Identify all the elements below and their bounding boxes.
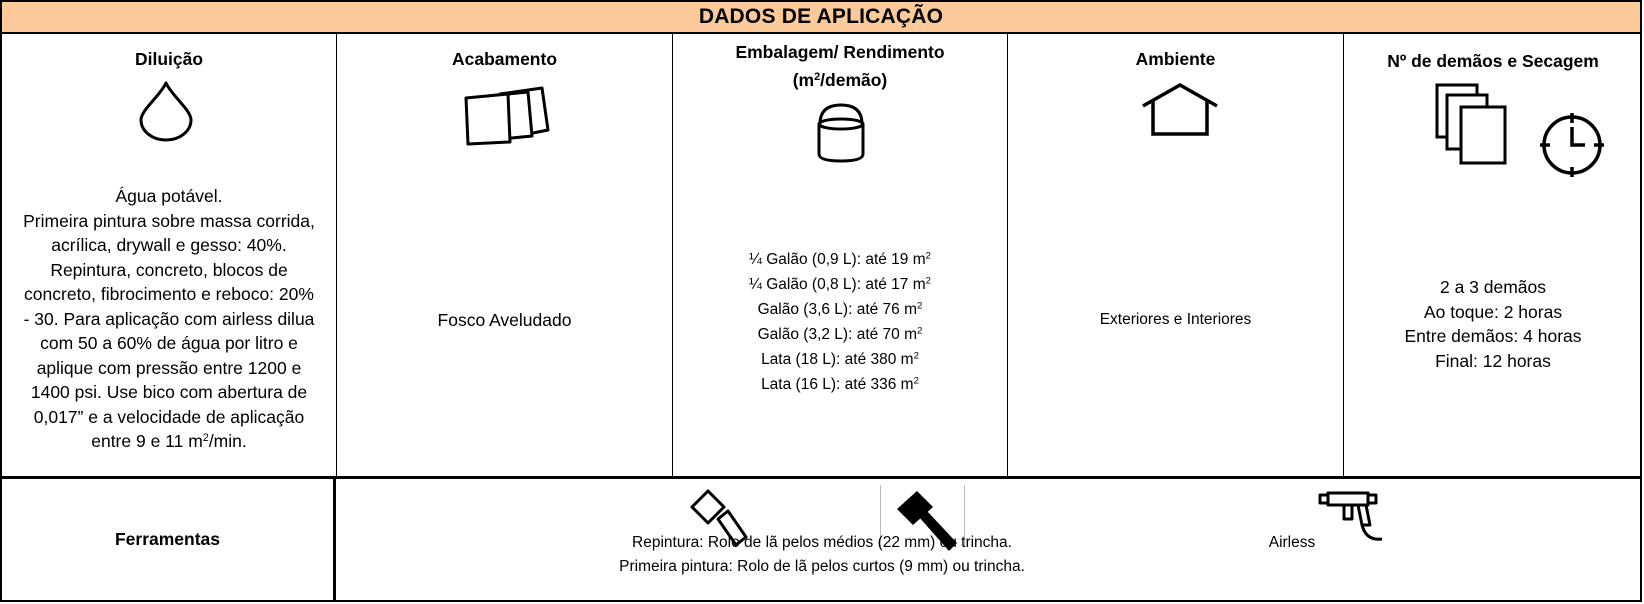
unit-sup: 2 <box>917 325 923 337</box>
packaging-item-text: ¼ Galão (0,8 L): até 17 m <box>749 276 926 293</box>
coats-line: Ao toque: 2 horas <box>1423 301 1563 322</box>
dilution-line: - 30. Para aplicação com airless dilua <box>23 308 315 329</box>
packaging-item <box>673 247 1007 272</box>
packaging-item-text: Lata (18 L): até 380 m <box>761 351 914 368</box>
roller-instructions <box>592 531 1052 579</box>
house-icon <box>1140 82 1220 138</box>
dilution-line: Primeira pintura sobre massa corrida, <box>23 210 315 231</box>
heading-unit-pre: (m <box>792 70 815 90</box>
coats-line: Final: 12 horas <box>1435 350 1551 371</box>
water-drop-icon <box>136 80 196 142</box>
dilution-line-last <box>6 429 332 454</box>
unit-sup: 2 <box>925 250 931 262</box>
dilution-line: com 50 a 60% de água por litro e <box>40 333 298 353</box>
unit-sup: 2 <box>913 375 919 387</box>
packaging-heading-line2 <box>673 66 1007 94</box>
details-row <box>0 34 1642 479</box>
finish-column <box>336 34 672 476</box>
coats-drying-column <box>1343 34 1642 476</box>
environment-value: Exteriores e Interiores <box>1099 311 1252 328</box>
coats-heading: Nº de demãos e Secagem <box>1387 51 1599 71</box>
dilution-line: Água potável. <box>115 186 223 206</box>
dilution-heading: Diluição <box>134 49 204 69</box>
airless-label: Airless <box>1268 534 1316 551</box>
paint-bucket-icon <box>814 102 868 164</box>
environment-column <box>1007 34 1343 476</box>
heading-unit-post: /demão) <box>820 70 888 90</box>
packaging-item-text: Lata (16 L): até 336 m <box>761 376 914 393</box>
tools-row <box>0 479 1642 602</box>
packaging-item <box>673 272 1007 297</box>
roller-line: Repintura: Rolo de lã pelos médios (22 mm) ou trincha. <box>632 534 1012 551</box>
dilution-line: acrílica, drywall e gesso: 40%. <box>51 235 287 255</box>
dilution-line: 0,017” e a velocidade de aplicação <box>33 406 305 427</box>
heading-unit-sup: 2 <box>814 71 821 84</box>
unit-sup: 2 <box>925 275 931 287</box>
packaging-heading <box>673 38 1007 94</box>
clock-icon <box>1537 112 1607 178</box>
unit-sup: 2 <box>913 350 919 362</box>
unit-sup: 2 <box>917 300 923 312</box>
coats-line: Entre demãos: 4 horas <box>1404 326 1582 346</box>
packaging-item <box>673 322 1007 347</box>
packaging-item-text: Galão (3,6 L): até 76 m <box>757 301 918 318</box>
dilution-line: aplique com pressão entre 1200 e <box>36 357 302 378</box>
packaging-list <box>673 247 1007 397</box>
packaging-item-text: ¼ Galão (0,9 L): até 19 m <box>749 251 926 268</box>
dilution-last-sup: 2 <box>202 432 209 445</box>
stacked-sheets-icon <box>462 82 552 146</box>
environment-heading: Ambiente <box>1135 49 1216 69</box>
coats-drying-text <box>1344 275 1642 373</box>
dilution-column <box>2 34 336 476</box>
dilution-last-text: entre 9 e 11 m <box>91 431 203 451</box>
roller-line: Primeira pintura: Rolo de lã pelos curtos (9 mm) ou trincha. <box>619 558 1025 575</box>
packaging-heading-line1: Embalagem/ Rendimento <box>735 42 945 62</box>
packaging-item-text: Galão (3,2 L): até 70 m <box>757 326 918 343</box>
packaging-yield-column <box>672 34 1007 476</box>
packaging-item <box>673 297 1007 322</box>
tools-label: Ferramentas <box>2 479 336 600</box>
dilution-line: 1400 psi. Use bico com abertura de <box>30 382 308 402</box>
finish-heading: Acabamento <box>451 49 558 69</box>
packaging-item <box>673 347 1007 372</box>
dilution-last-unit: /min. <box>208 431 247 451</box>
dilution-line: Repintura, concreto, blocos de <box>50 259 288 280</box>
packaging-item <box>673 372 1007 397</box>
coats-pages-icon <box>1434 82 1512 166</box>
finish-value: Fosco Aveludado <box>437 310 572 330</box>
table-title: DADOS DE APLICAÇÃO <box>0 0 1642 34</box>
coats-line: 2 a 3 demãos <box>1439 277 1547 297</box>
dilution-text <box>2 184 336 454</box>
dilution-line: concreto, fibrocimento e reboco: 20% <box>24 284 314 304</box>
